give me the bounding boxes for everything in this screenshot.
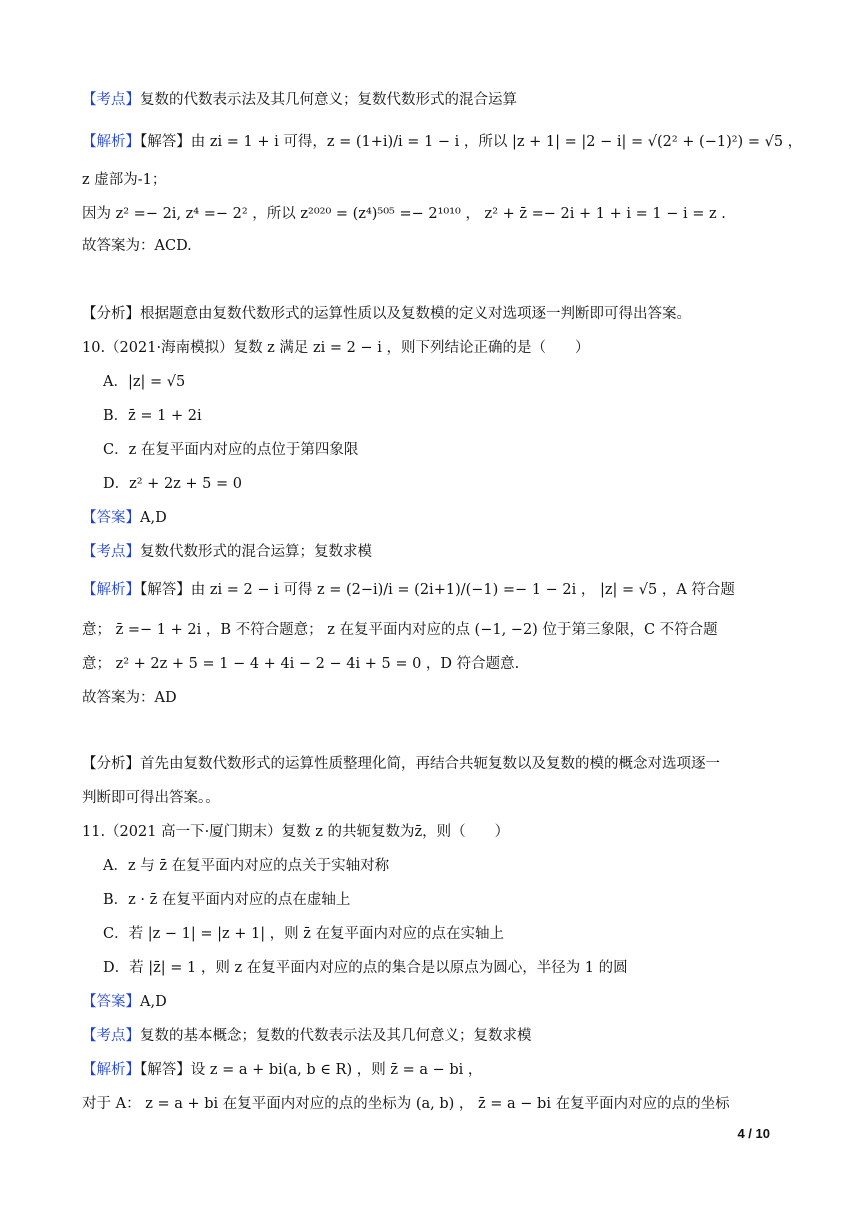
- line-text: A,D: [140, 994, 167, 1010]
- line-text: D．z² + 2z + 5 = 0: [103, 476, 242, 492]
- text-line: [82, 654, 800, 674]
- section-tag: 【解析】: [82, 134, 140, 150]
- section-tag: 【分析】: [82, 756, 140, 772]
- line-text: C．z 在复平面内对应的点位于第四象限: [103, 442, 359, 458]
- text-line: [82, 338, 800, 358]
- text-line: [103, 440, 800, 460]
- line-text: B．z̄ = 1 + 2i: [103, 408, 202, 424]
- line-text: 首先由复数代数形式的运算性质整理化简，再结合共轭复数以及复数的模的概念对选项逐一: [140, 756, 720, 772]
- line-text: C．若 |z − 1| = |z + 1| ，则 z̄ 在复平面内对应的点在实轴上: [103, 926, 505, 942]
- line-text: 根据题意由复数代数形式的运算性质以及复数模的定义对选项逐一判断即可得出答案。: [140, 306, 691, 322]
- text-line: [103, 958, 800, 978]
- text-line: [103, 372, 800, 392]
- text-line: [103, 474, 800, 494]
- text-line: [82, 822, 800, 842]
- line-text: z 虚部为-1；: [82, 172, 167, 188]
- line-text: 复数的基本概念；复数的代数表示法及其几何意义；复数求模: [140, 1028, 532, 1044]
- text-line: [82, 236, 800, 256]
- line-text: 判断即可得出答案。。: [82, 790, 220, 806]
- section-tag: 【分析】: [82, 306, 140, 322]
- text-line: [82, 508, 800, 528]
- text-line: [82, 580, 800, 600]
- line-text: A．z 与 z̄ 在复平面内对应的点关于实轴对称: [103, 858, 390, 874]
- section-tag: 【解析】: [82, 582, 140, 598]
- line-text: 因为 z² =− 2i, z⁴ =− 2² ，所以 z²⁰²⁰ = (z⁴)⁵⁰⁵ =− 2¹⁰¹⁰ ， z² + z̄ =− 2i + 1 + i = 1 − i = z .: [82, 206, 726, 222]
- text-line: [103, 924, 800, 944]
- text-line: [82, 788, 800, 808]
- text-line: [82, 1026, 800, 1046]
- text-line: [82, 204, 800, 224]
- line-text: 对于 A： z = a + bi 在复平面内对应的点的坐标为 (a, b) ， z̄ = a − bi 在复平面内对应的点的坐标: [82, 1096, 730, 1112]
- line-text: 【解答】由 zi = 2 − i 可得 z = (2−i)/i = (2i+1)/(−1) =− 1 − 2i ， |z| = √5 ，A 符合题: [140, 582, 735, 598]
- line-text: 故答案为：AD: [82, 690, 177, 706]
- section-tag: 【考点】: [82, 1028, 140, 1044]
- line-text: 复数代数形式的混合运算；复数求模: [140, 544, 372, 560]
- text-line: [103, 890, 800, 910]
- text-line: [103, 856, 800, 876]
- line-text: 意； z̄ =− 1 + 2i ，B 不符合题意； z 在复平面内对应的点 (−1, −2) 位于第三象限，C 不符合题: [82, 622, 718, 638]
- line-text: 11.（2021 高一下·厦门期末）复数 z 的共轭复数为z̄，则（ ）: [82, 824, 510, 840]
- text-line: [82, 542, 800, 562]
- line-text: A,D: [140, 510, 167, 526]
- line-text: 【解答】设 z = a + bi(a, b ∈ R) ，则 z̄ = a − bi ，: [140, 1062, 483, 1078]
- line-text: A．|z| = √5: [103, 374, 186, 390]
- text-line: [82, 90, 800, 110]
- text-line: [82, 688, 800, 708]
- text-line: [82, 170, 800, 190]
- line-text: 故答案为：ACD.: [82, 238, 192, 254]
- section-tag: 【考点】: [82, 92, 140, 108]
- section-tag: 【答案】: [82, 994, 140, 1010]
- text-line: [82, 1094, 800, 1114]
- line-text: B．z · z̄ 在复平面内对应的点在虚轴上: [103, 892, 351, 908]
- line-text: D．若 |z̄| = 1 ，则 z 在复平面内对应的点的集合是以原点为圆心，半径为 1 的圆: [103, 960, 628, 976]
- section-tag: 【答案】: [82, 510, 140, 526]
- line-text: 复数的代数表示法及其几何意义；复数代数形式的混合运算: [140, 92, 517, 108]
- text-line: [82, 304, 800, 324]
- line-text: 10.（2021·海南模拟）复数 z 满足 zi = 2 − i ，则下列结论正确的是（ ）: [82, 340, 590, 356]
- text-line: [82, 992, 800, 1012]
- text-line: [82, 1060, 800, 1080]
- text-line: [103, 406, 800, 426]
- line-text: 【解答】由 zi = 1 + i 可得，z = (1+i)/i = 1 − i ，所以 |z + 1| = |2 − i| = √(2² + (−1)²) = √5 ，: [140, 134, 803, 150]
- line-text: 意； z² + 2z + 5 = 1 − 4 + 4i − 2 − 4i + 5 = 0 ，D 符合题意.: [82, 656, 520, 672]
- section-tag: 【解析】: [82, 1062, 140, 1078]
- page-number: 4 / 10: [737, 1126, 770, 1141]
- text-line: [82, 754, 800, 774]
- text-line: [82, 620, 800, 640]
- text-line: [82, 132, 803, 152]
- section-tag: 【考点】: [82, 544, 140, 560]
